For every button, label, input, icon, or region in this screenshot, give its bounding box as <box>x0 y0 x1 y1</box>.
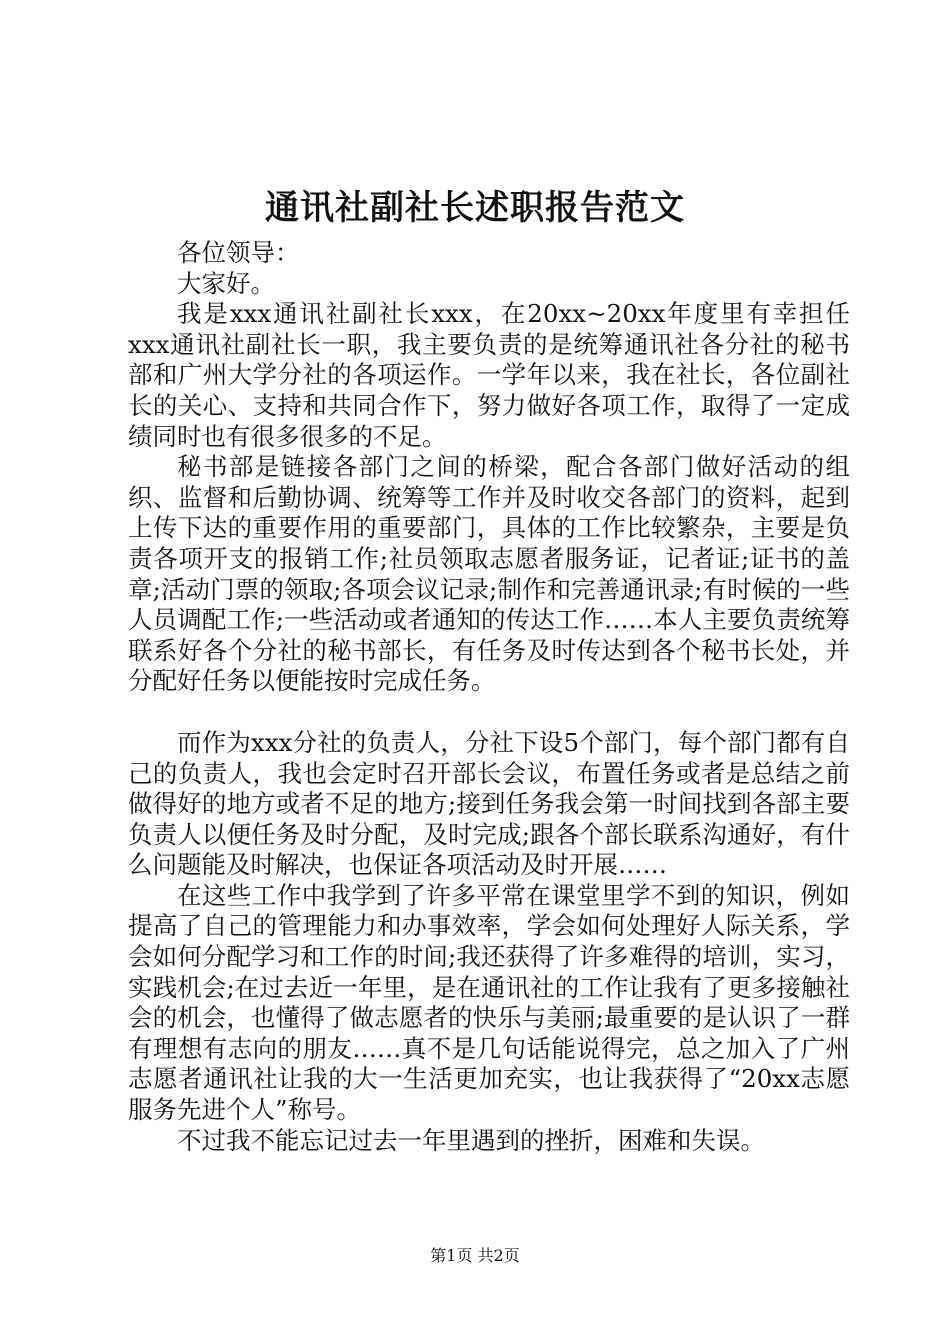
setbacks-paragraph: 不过我不能忘记过去一年里遇到的挫折，困难和失误。 <box>177 1125 765 1155</box>
intro-paragraph: 我是xxx通讯社副社长xxx，在20xx~20xx年度里有幸担任xxx通讯社副社长一职，我主要负责的是统筹通讯社各分社的秘书部和广州大学分社的各项运作。一学年以来，我在社长，各位副社长的关心、支持和共同合作下，努力做好各项工作，取得了一定成绩同时也有很多很多的不足。 <box>128 299 850 451</box>
document-title: 通讯社副社长述职报告范文 <box>265 188 685 228</box>
branch-paragraph: 而作为xxx分社的负责人，分社下设5个部门，每个部门都有自己的负责人，我也会定时召开部长会议，布置任务或者是总结之前做得好的地方或者不足的地方;接到任务我会第一时间找到各部主要负责人以便任务及时分配，及时完成;跟各个部长联系沟通好，有什么问题能及时解决，也保证各项活动及时开展…… <box>128 727 850 880</box>
salutation-paragraph: 各位领导： <box>177 238 300 267</box>
greeting-paragraph: 大家好。 <box>177 268 275 298</box>
learning-paragraph: 在这些工作中我学到了许多平常在课堂里学不到的知识，例如提高了自己的管理能力和办事效率，学会如何处理好人际关系，学会如何分配学习和工作的时间;我还获得了许多难得的培训，实习，实践机会;在过去近一年里，是在通讯社的工作让我有了更多接触社会的机会，也懂得了做志愿者的快乐与美丽;最重要的是认识了一群有理想有志向的朋友……真不是几句话能说得完，总之加入了广州志愿者通讯社让我的大一生活更加充实，也让我获得了“20xx志愿服务先进个人”称号。 <box>128 880 850 1125</box>
page-indicator: 第1页 共2页 <box>430 1246 520 1265</box>
secretariat-paragraph: 秘书部是链接各部门之间的桥梁，配合各部门做好活动的组织、监督和后勤协调、统筹等工作并及时收交各部门的资料，起到上传下达的重要作用的重要部门，具体的工作比较繁杂，主要是负责各项开支的报销工作;社员领取志愿者服务证，记者证;证书的盖章;活动门票的领取;各项会议记录;制作和完善通讯录;有时候的一些人员调配工作;一些活动或者通知的传达工作……本人主要负责统筹联系好各个分社的秘书部长，有任务及时传达到各个秘书长处，并分配好任务以便能按时完成任务。 <box>128 452 850 696</box>
document-body <box>128 238 850 1156</box>
